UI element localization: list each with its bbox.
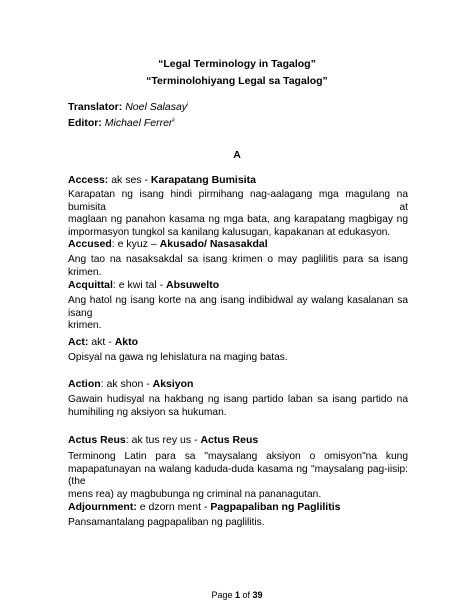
total-pages: 39 (252, 590, 263, 600)
term-word: Action (68, 378, 101, 390)
term-translation: Karapatang Bumisita (150, 174, 256, 186)
term-translation: Pagpapaliban ng Paglilitis (210, 501, 341, 513)
entry-term-act (68, 336, 408, 348)
term-translation: Akusado/ Nasasakdal (159, 238, 268, 250)
definition-line: mapapatunayan na walang kaduda-duda kasama ng "maysalang pag-iisip:(the (68, 463, 408, 487)
entry-definition-accused (68, 254, 408, 279)
term-translation: Aksiyon (152, 378, 194, 390)
document-title-english: “Legal Terminology in Tagalog” (158, 58, 316, 70)
entry-definition-acquittal (68, 295, 408, 333)
entry-definition-act (68, 352, 408, 365)
definition-line: Pansamantalang pagpapaliban ng paglilitis. (68, 517, 265, 528)
editor-name: Michael Ferrer (104, 117, 173, 129)
entry-definition-actus-reus (68, 451, 408, 501)
page-word: Page (211, 590, 233, 600)
term-pronunciation: e dzorn ment - (136, 501, 211, 513)
definition-line: Ang hatol ng isang korte na ang isang indibidwal ay walang kasalanan sa isang (68, 295, 408, 319)
entry-term-action (68, 378, 408, 390)
entry-term-access (68, 174, 408, 186)
entry-term-acquittal (68, 279, 408, 291)
definition-line: Karapatan ng isang hindi pirmihang nag-aalagang mga magulang na bumisita at (68, 189, 408, 213)
editor-credit (68, 117, 175, 129)
translator-endnote-marker[interactable]: i (187, 101, 189, 108)
document-title-tagalog: “Terminolohiyang Legal sa Tagalog” (146, 75, 328, 87)
term-translation: Actus Reus (200, 434, 259, 446)
entry-definition-action (68, 394, 408, 419)
term-word: Actus Reus (68, 434, 126, 446)
term-word: Adjournment: (68, 501, 137, 513)
entry-definition-adjournment (68, 517, 408, 530)
editor-endnote-marker[interactable]: ii (172, 117, 175, 124)
definition-line: Ang tao na nasaksakdal sa isang krimen o may paglilitis para sa isang krimen. (68, 254, 408, 278)
entry-term-actus-reus (68, 434, 408, 446)
term-pronunciation: : ak tus rey us - (125, 434, 201, 446)
entry-term-adjournment (68, 501, 408, 513)
translator-credit (68, 101, 188, 113)
definition-line: mens rea) ay magbubunga ng criminal na pananagutan. (68, 488, 322, 500)
definition-line: maglaan ng panahon kasama ng mga bata, ang karapatang magbigay ng (68, 214, 408, 225)
of-word: of (242, 590, 251, 600)
definition-line: humihiling ng aksiyon sa hukuman. (68, 406, 227, 418)
term-translation: Absuwelto (166, 279, 220, 291)
term-pronunciation: : e kyuz – (111, 238, 160, 250)
definition-line: Opisyal na gawa ng lehislatura na maging batas. (68, 352, 288, 363)
definition-line: Gawain hudisyal na hakbang ng isang partido laban sa isang partido na (68, 394, 408, 405)
definition-line: krimen. (68, 320, 102, 331)
term-word: Access: (68, 174, 109, 186)
term-pronunciation: akt - (88, 336, 115, 348)
definition-line: impormasyon tungkol sa kanilang kalusugan, kapakanan at edukasyon. (68, 226, 391, 238)
page-number: 1 (234, 590, 240, 600)
entry-term-accused (68, 238, 408, 250)
term-pronunciation: : e kwi tal - (112, 279, 167, 291)
term-word: Act: (68, 336, 89, 348)
translator-name: Noel Salasay (125, 101, 188, 113)
definition-line: Terminong Latin para sa "maysalang aksiyon o omisyon"na kung (68, 451, 408, 462)
term-pronunciation: : ak shon - (100, 378, 153, 390)
term-word: Accused (68, 238, 112, 250)
entry-definition-access (68, 189, 408, 239)
term-translation: Akto (114, 336, 139, 348)
term-pronunciation: ak ses - (108, 174, 151, 186)
page-footer (0, 590, 474, 600)
section-letter-heading: A (233, 149, 241, 161)
term-word: Acquittal (68, 279, 113, 291)
translator-label: Translator: (68, 101, 123, 113)
editor-label: Editor: (68, 117, 102, 129)
